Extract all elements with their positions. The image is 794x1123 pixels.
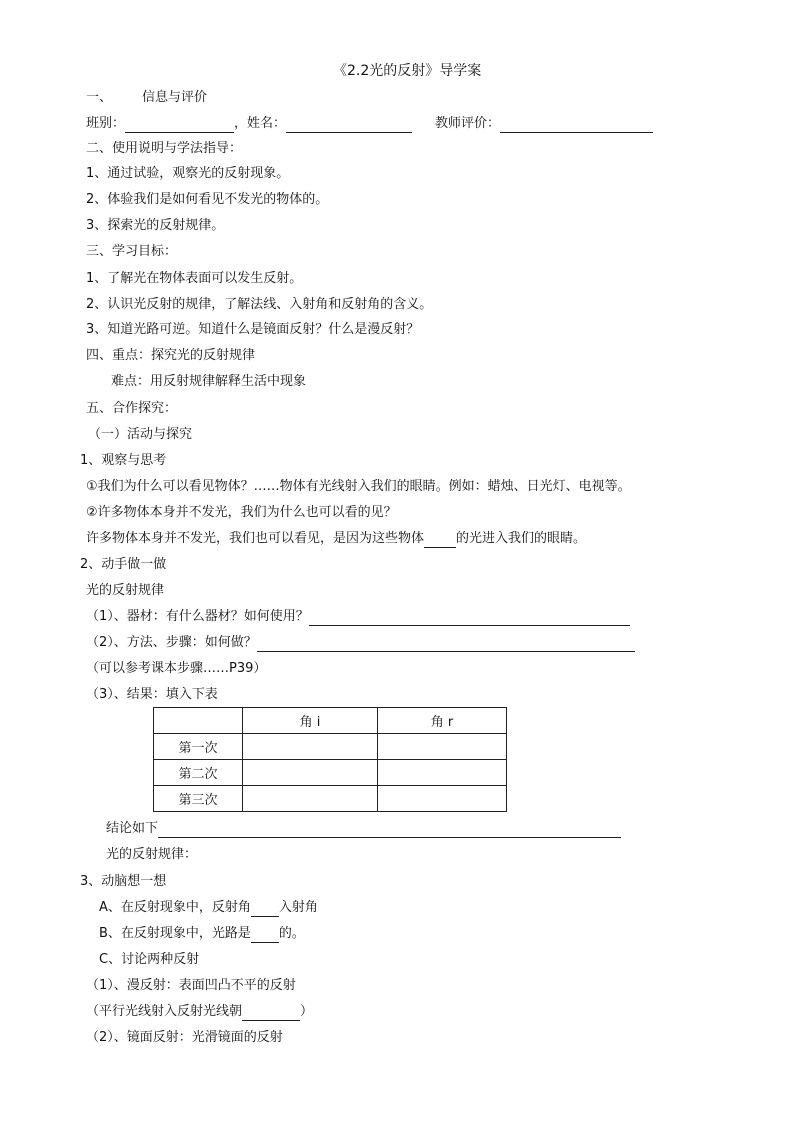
page-title: 《2.2光的反射》导学案: [333, 63, 482, 79]
instruction-item: 2、体验我们是如何看见不发光的物体的。: [86, 192, 329, 207]
observe-question-1: ①我们为什么可以看见物体？……物体有光线射入我们的眼睛。例如：蜡烛、日光灯、电视等。: [86, 479, 631, 494]
diffuse-note-text: （平行光线射入反射光线朝: [86, 1004, 243, 1019]
table-row: [154, 786, 507, 812]
reflection-law-answer-label: 光的反射规律：: [106, 847, 198, 862]
method-answer-field[interactable]: [257, 637, 635, 652]
instruction-item: 1、通过试验，观察光的反射现象。: [86, 166, 290, 181]
observe-heading: 1、观察与思考: [80, 453, 167, 468]
table-cell-angle-i[interactable]: [243, 786, 378, 812]
think-a-blank[interactable]: [251, 902, 279, 917]
think-item-b: [99, 925, 305, 943]
section-3-heading: 三、学习目标：: [86, 244, 178, 259]
reflection-law-label: 光的反射规律: [86, 583, 165, 598]
objective-item: 3、知道光路可逆。知道什么是镜面反射？什么是漫反射？: [86, 322, 420, 337]
result-instruction: （3）、结果：填入下表: [86, 687, 218, 702]
table-cell-angle-i[interactable]: [243, 734, 378, 760]
teacher-eval-row: [435, 115, 653, 133]
table-row: [154, 734, 507, 760]
table-header-cell: 角 r: [378, 708, 507, 734]
observe-q3-text: 许多物体本身并不发光，我们也可以看见，是因为这些物体: [86, 531, 425, 546]
table-header-cell: 角 i: [243, 708, 378, 734]
think-b-blank[interactable]: [251, 928, 279, 943]
teacher-eval-label: 教师评价：: [435, 116, 501, 131]
conclusion-field[interactable]: [158, 823, 621, 838]
think-heading: 3、动脑想一想: [80, 874, 167, 889]
section-5-heading: 五、合作探究：: [86, 401, 178, 416]
key-point: 四、重点：探究光的反射规律: [86, 348, 256, 363]
specular-reflection: （2）、镜面反射：光滑镜面的反射: [86, 1030, 283, 1045]
section-1-label: 信息与评价: [142, 90, 208, 105]
table-row: [154, 760, 507, 786]
difficulty-point: 难点：用反射规律解释生活中现象: [111, 374, 307, 389]
conclusion-label: 结论如下: [106, 821, 159, 836]
think-a-text-end: 入射角: [278, 900, 318, 915]
diffuse-note-text-end: ）: [300, 1004, 314, 1019]
think-b-text: B、在反射现象中，光路是: [99, 926, 251, 941]
equipment-text: （1）、器材：有什么器材？如何使用？: [86, 609, 309, 624]
observe-question-3: [86, 530, 586, 548]
think-b-text-end: 的。: [278, 926, 305, 941]
result-table: [153, 707, 507, 812]
diffuse-reflection-note: [86, 1003, 313, 1021]
think-item-a: [99, 899, 318, 917]
observe-question-2: ②许多物体本身并不发光，我们为什么也可以看的见？: [86, 505, 397, 520]
observe-q3-blank[interactable]: [424, 533, 456, 548]
table-cell-angle-r[interactable]: [378, 760, 507, 786]
table-cell-angle-i[interactable]: [243, 760, 378, 786]
section-2-heading: 二、使用说明与学法指导：: [86, 141, 243, 156]
table-cell-angle-r[interactable]: [378, 734, 507, 760]
section-1-number: 一、: [86, 90, 113, 105]
observe-q3-text-end: 的光进入我们的眼睛。: [456, 531, 587, 546]
objective-item: 1、了解光在物体表面可以发生反射。: [86, 271, 303, 286]
handson-heading: 2、动手做一做: [80, 557, 167, 572]
class-field[interactable]: [125, 118, 234, 133]
table-row-label: 第三次: [154, 786, 243, 812]
method-text: （2）、方法、步骤：如何做？: [86, 635, 257, 650]
table-cell-angle-r[interactable]: [378, 786, 507, 812]
conclusion-row: [106, 820, 621, 838]
info-row: [86, 115, 412, 133]
name-field[interactable]: [286, 118, 412, 133]
objective-item: 2、认识光反射的规律，了解法线、入射角和反射角的含义。: [86, 297, 433, 312]
table-row-label: 第二次: [154, 760, 243, 786]
diffuse-reflection: （1）、漫反射：表面凹凸不平的反射: [86, 978, 296, 993]
equipment-question: [86, 608, 630, 626]
activity-subheading: （一）活动与探究: [88, 427, 193, 442]
table-header-row: [154, 708, 507, 734]
diffuse-note-blank[interactable]: [242, 1006, 300, 1021]
name-label: ，姓名：: [234, 116, 287, 131]
table-row-label: 第一次: [154, 734, 243, 760]
table-header-cell: [154, 708, 243, 734]
teacher-eval-field[interactable]: [500, 118, 653, 133]
method-question: [86, 634, 635, 652]
class-label: 班别：: [86, 116, 126, 131]
textbook-reference: （可以参考课本步骤……P39）: [86, 661, 267, 676]
instruction-item: 3、探索光的反射规律。: [86, 218, 225, 233]
equipment-answer-field[interactable]: [309, 611, 630, 626]
think-a-text: A、在反射现象中，反射角: [99, 900, 251, 915]
think-item-c: C、讨论两种反射: [99, 952, 200, 967]
